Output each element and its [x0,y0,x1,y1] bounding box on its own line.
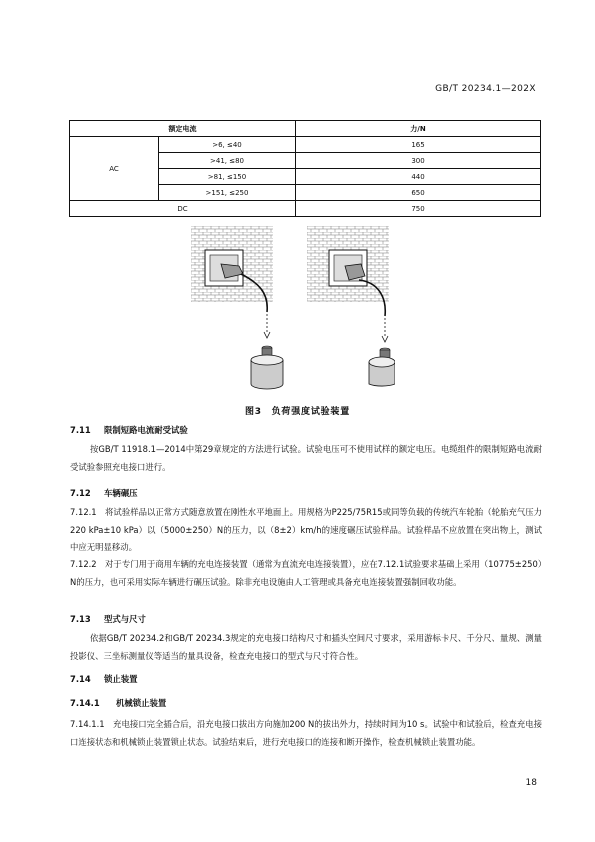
table-row [70,137,541,153]
arrow-down-icon [264,332,270,338]
section-heading-7-14-1 [70,697,166,709]
section-title: 锁止装置 [104,674,138,684]
ac-label: AC [70,137,159,201]
paragraph-7-12-2: 7.12.2 对于专门用于商用车辆的充电连接装置（通常为直流充电连接装置），应在7.12.1试验要求基础上采用（10775±250）N的压力，也可采用实际车辆进行碾压试验。除非充电设施由人工管理或具备充电连接装置强制回收功能。 [70,559,542,587]
section-heading-7-11 [70,424,188,436]
apparatus-left [191,226,283,389]
force-value: 440 [296,169,541,185]
document-code: GB/T 20234.1—202X [435,84,536,94]
table-row [70,201,541,217]
figure-caption: 图3 负荷强度试验装置 [244,407,351,417]
current-range: >151, ≤250 [159,185,296,201]
section-title: 机械锁止装置 [116,698,167,708]
force-value: 300 [296,153,541,169]
header-force: 力/N [296,121,541,137]
section-title: 限制短路电流耐受试验 [104,425,188,435]
paragraph-7-14-1-1: 7.14.1.1 充电接口完全插合后，沿充电接口拔出方向施加200 N的拔出外力，持续时间为10 s。试验中和试验后，检查充电接口连接状态和机械锁止装置锁止状态。试验结束后，进行充电接口的连接和断开操作，检查机械锁止装置功能。 [70,719,542,747]
section-heading-7-12 [70,487,138,499]
load-test-illustration [185,226,395,396]
section-number: 7.11 [70,425,91,435]
paragraph-7-12-1: 7.12.1 将试验样品以正常方式随意放置在刚性水平地面上。用规格为P225/75R15或同等负载的传统汽车轮胎（轮胎充气压力220 kPa±10 kPa）以（5000±250）N的压力，以（8±2）km/h的速度碾压试验样品。试验样品不应放置在突出物上，测试中应无明显移动。 [70,507,542,552]
force-value: 650 [296,185,541,201]
dc-label: DC [70,201,296,217]
section-heading-7-14 [70,673,138,685]
section-number: 7.14.1 [70,698,100,708]
header-rated-current: 额定电流 [70,121,296,137]
paragraph-7-13: 依据GB/T 20234.2和GB/T 20234.3规定的充电接口结构尺寸和插头空间尺寸要求，采用游标卡尺、千分尺、量规、测量投影仪、三坐标测量仪等适当的量具设备，检查充电接口的型式与尺寸符合性。 [70,633,542,661]
force-value: 750 [296,201,541,217]
force-value: 165 [296,137,541,153]
table-header-row [70,121,541,137]
paragraph-7-11: 按GB/T 11918.1—2014中第29章规定的方法进行试验。试验电压可不使用试样的额定电压。电缆组件的限制短路电流耐受试验参照充电接口进行。 [70,444,542,472]
section-title: 型式与尺寸 [104,614,146,624]
section-number: 7.13 [70,614,91,624]
section-number: 7.14 [70,674,91,684]
current-range: >81, ≤150 [159,169,296,185]
force-table [69,120,541,217]
current-range: >6, ≤40 [159,137,296,153]
page-number: 18 [525,778,537,788]
current-range: >41, ≤80 [159,153,296,169]
section-title: 车辆碾压 [104,488,138,498]
section-heading-7-13 [70,613,146,625]
section-number: 7.12 [70,488,91,498]
apparatus-right [307,226,395,386]
arrow-down-icon [382,336,388,342]
